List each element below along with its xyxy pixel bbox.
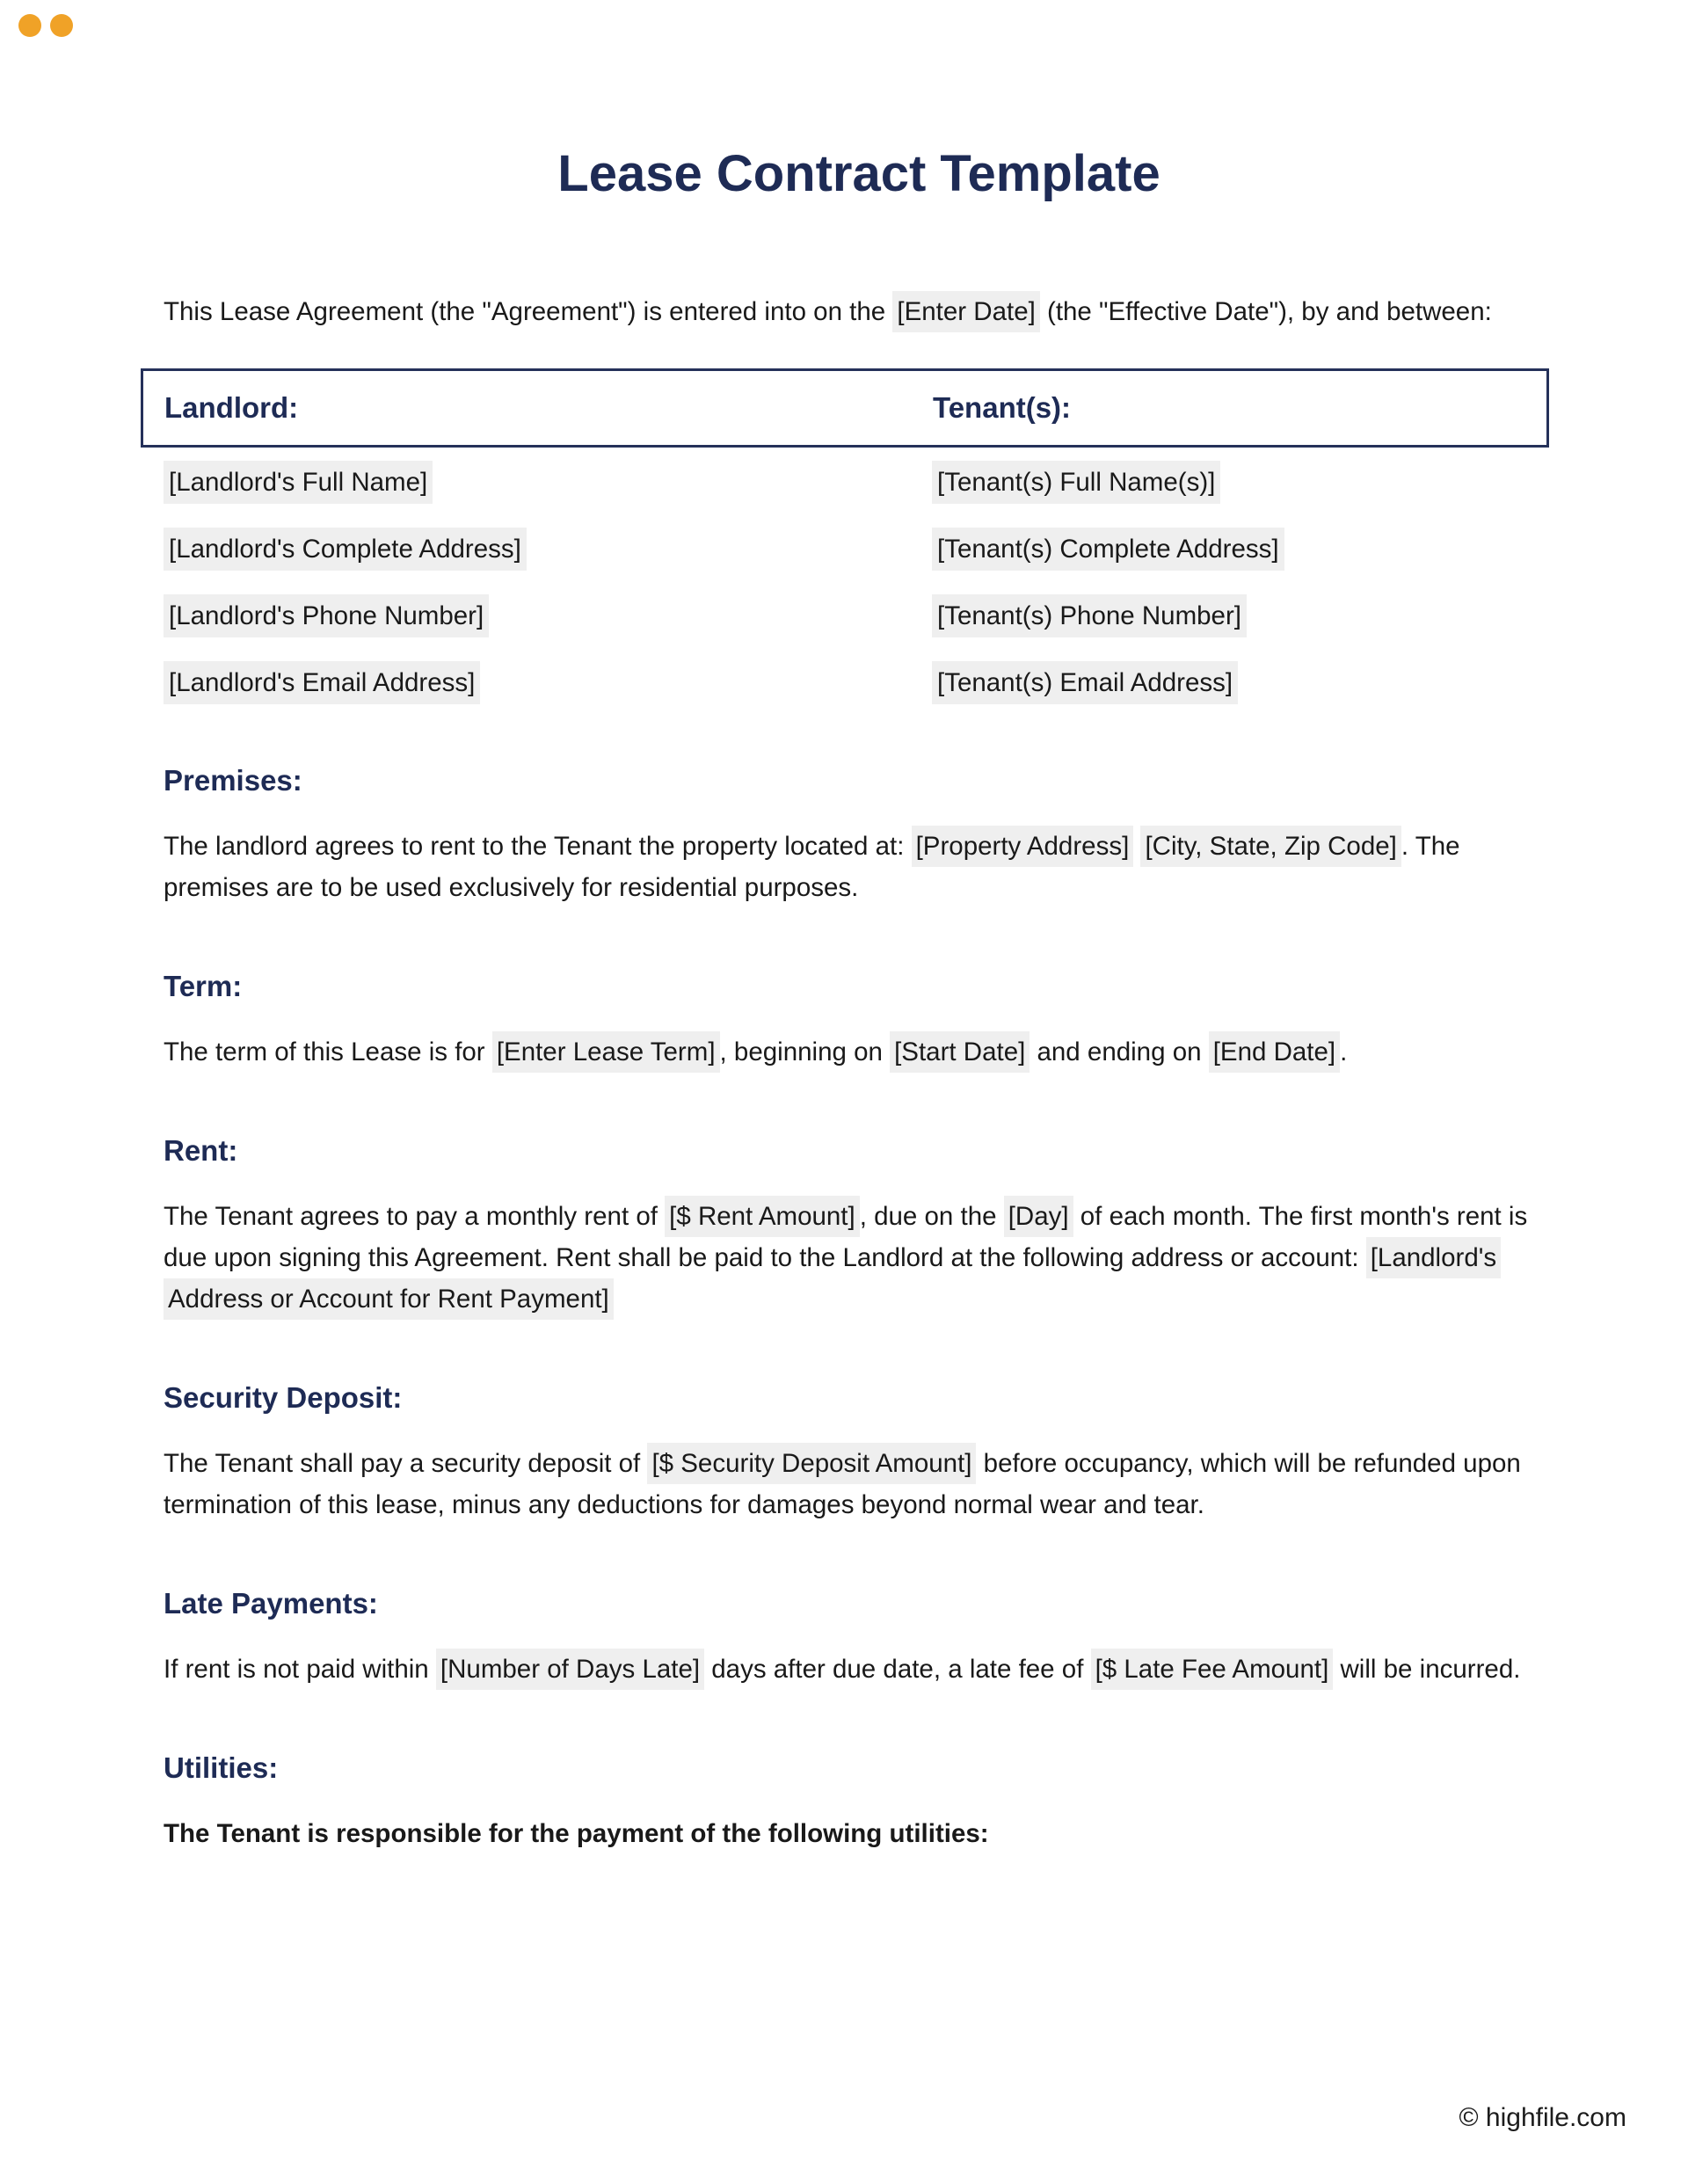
placeholder-field: [Number of Days Late] [436, 1649, 704, 1690]
section-paragraph [164, 1196, 1554, 1320]
table-row [164, 596, 1554, 636]
section-utilities [164, 1748, 1554, 1854]
table-row [164, 462, 1554, 502]
section-heading: Rent: [164, 1134, 238, 1167]
section-rent [164, 1131, 1554, 1320]
text-run: The Tenant agrees to pay a monthly rent of [164, 1202, 666, 1231]
placeholder-field: [Enter Lease Term] [492, 1031, 720, 1073]
text-run: of each month. The first month's rent is due upon signing this Agreement. Rent shall be paid to the Landlord at the following address or account: [164, 1202, 1528, 1272]
text-run: before occupancy, which will be refunded upon termination of this lease, minus any deductions for damages beyond normal wear and tear. [164, 1449, 1521, 1519]
placeholder-field: [Tenant(s) Complete Address] [932, 528, 1284, 571]
tenant-address-cell [932, 529, 1554, 569]
text-run: and ending on [1030, 1037, 1209, 1067]
placeholder-field: [Landlord's Complete Address] [164, 528, 527, 571]
section-term [164, 966, 1554, 1073]
section-heading: Security Deposit: [164, 1381, 403, 1414]
dot-icon [50, 14, 73, 37]
intro-paragraph [164, 291, 1554, 332]
section-paragraph [164, 826, 1554, 908]
placeholder-field: [Tenant(s) Phone Number] [932, 594, 1247, 637]
placeholder-field: [$ Late Fee Amount] [1091, 1649, 1334, 1690]
section-heading: Utilities: [164, 1751, 279, 1784]
text-run: (the "Effective Date"), by and between: [1039, 297, 1492, 326]
text-run: The term of this Lease is for [164, 1037, 492, 1067]
section-paragraph [164, 1813, 1554, 1854]
placeholder-field: [Landlord's Address or Account for Rent Payment] [164, 1237, 1501, 1320]
parties-header-box [141, 368, 1549, 448]
landlord-address-cell [164, 529, 932, 569]
dot-icon [18, 14, 41, 37]
placeholder-field: [Landlord's Phone Number] [164, 594, 489, 637]
section-heading: Late Payments: [164, 1587, 378, 1620]
text-run: This Lease Agreement (the "Agreement") is entered into on the [164, 297, 893, 326]
text-run: The landlord agrees to rent to the Tenant the property located at: [164, 832, 912, 861]
landlord-name-cell [164, 462, 932, 502]
section-paragraph [164, 1443, 1554, 1525]
placeholder-field: [End Date] [1209, 1031, 1340, 1073]
text-run: The Tenant is responsible for the payment of the following utilities: [164, 1819, 989, 1848]
text-run: . [1340, 1037, 1348, 1067]
footer-credit: © highfile.com [1459, 2103, 1626, 2132]
placeholder-field: [Landlord's Full Name] [164, 461, 433, 504]
placeholder-field: [$ Rent Amount] [665, 1196, 860, 1237]
section-heading: Premises: [164, 764, 302, 797]
text-run: The Tenant shall pay a security deposit of [164, 1449, 648, 1478]
section-paragraph [164, 1031, 1554, 1073]
tenant-email-cell [932, 663, 1554, 703]
parties-rows [164, 462, 1554, 703]
table-row [164, 529, 1554, 569]
placeholder-field: [Day] [1004, 1196, 1073, 1237]
placeholder-field: [Tenant(s) Email Address] [932, 661, 1238, 704]
landlord-header: Landlord: [164, 391, 299, 424]
placeholder-field: [Property Address] [912, 826, 1134, 867]
document-content [0, 143, 1688, 1854]
table-row [164, 663, 1554, 703]
text-run: days after due date, a late fee of [704, 1655, 1091, 1684]
placeholder-field: [$ Security Deposit Amount] [647, 1443, 976, 1484]
placeholder-field: [Start Date] [890, 1031, 1030, 1073]
logo-dots [18, 14, 73, 37]
section-security-deposit [164, 1378, 1554, 1525]
section-premises [164, 761, 1554, 908]
section-late-payments [164, 1583, 1554, 1690]
text-run: will be incurred. [1333, 1655, 1521, 1684]
tenant-header: Tenant(s): [933, 391, 1072, 424]
placeholder-field: [Tenant(s) Full Name(s)] [932, 461, 1220, 504]
landlord-email-cell [164, 663, 932, 703]
placeholder-field: [Enter Date] [892, 291, 1039, 332]
text-run: , beginning on [719, 1037, 891, 1067]
placeholder-field: [City, State, Zip Code] [1140, 826, 1401, 867]
placeholder-field: [Landlord's Email Address] [164, 661, 480, 704]
text-run: If rent is not paid within [164, 1655, 436, 1684]
landlord-phone-cell [164, 596, 932, 636]
section-heading: Term: [164, 970, 243, 1002]
tenant-name-cell [932, 462, 1554, 502]
text-run: , due on the [859, 1202, 1004, 1231]
tenant-phone-cell [932, 596, 1554, 636]
page-title: Lease Contract Template [557, 145, 1160, 202]
text-run: . The premises are to be used exclusively for residential purposes. [164, 832, 1460, 902]
section-paragraph [164, 1649, 1554, 1690]
